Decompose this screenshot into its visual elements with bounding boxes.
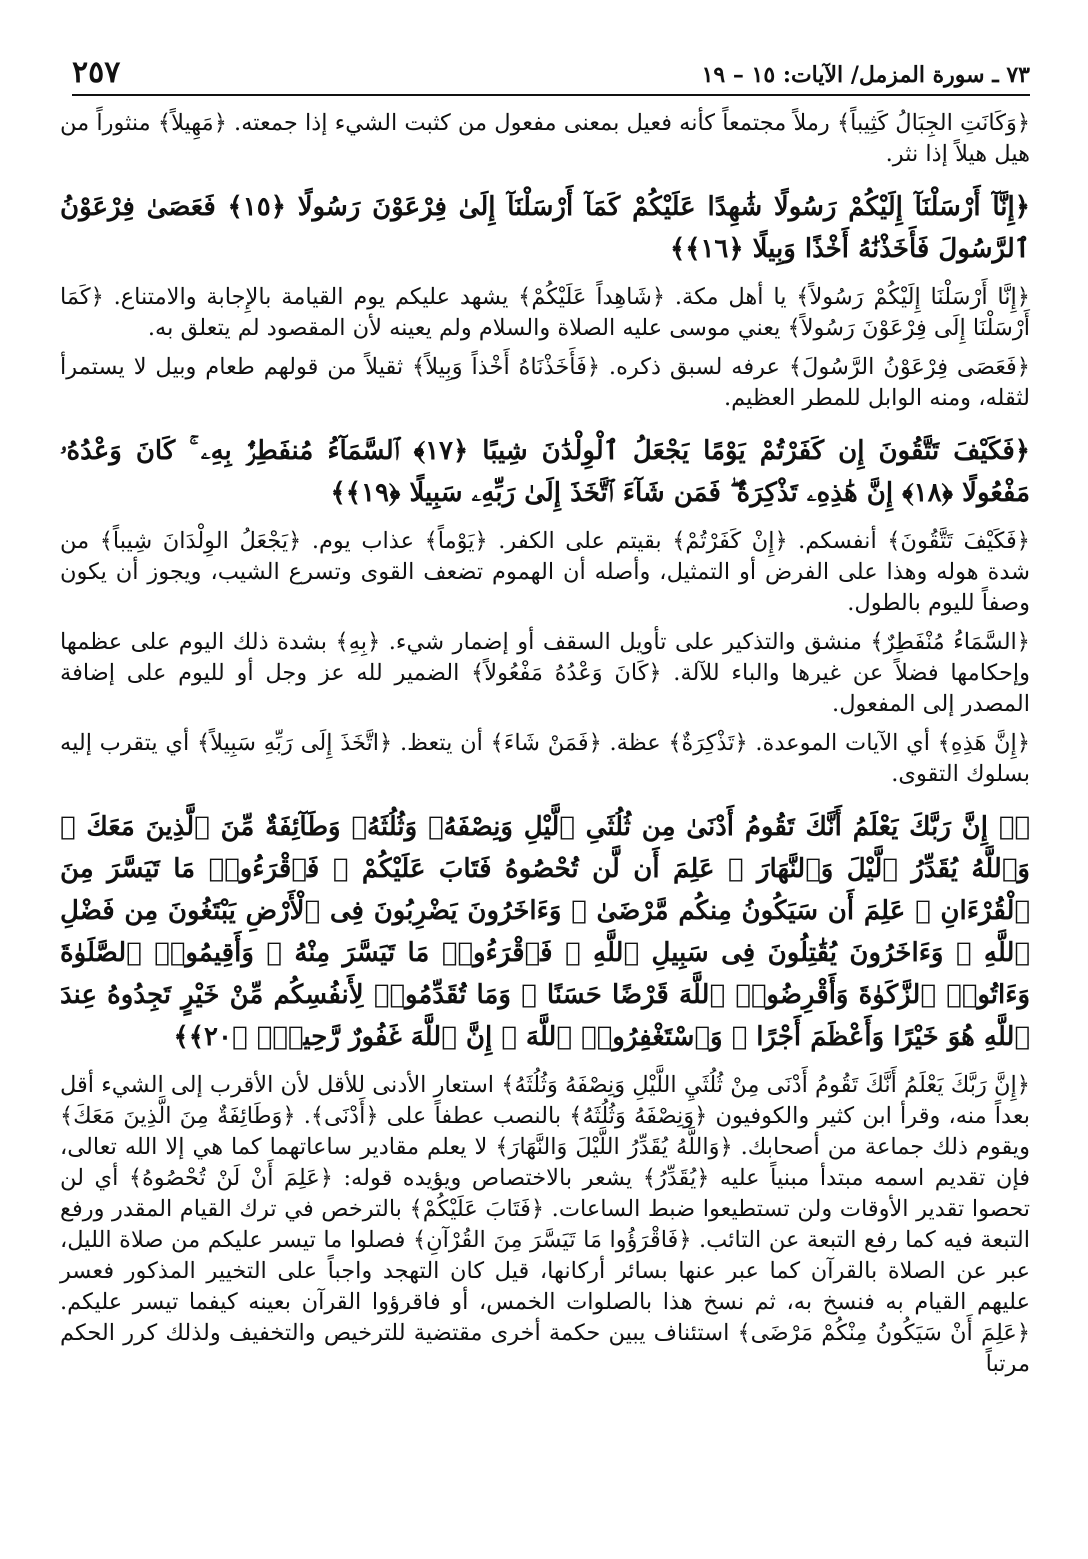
commentary-paragraph: ﴿فَكَيْفَ تَتَّقُونَ﴾ أنفسكم. ﴿إِنْ كَفَرْتُمْ﴾ بقيتم على الكفر. ﴿يَوْماً﴾ عذاب يوم. ﴿يَجْعَلُ الوِلْدَانَ شِيباً﴾ من شدة هوله وهذا على الفرض أو التمثيل، وأصله أن الهموم تضعف القوى وتسرع الشيب، ويجوز أن يكون وصفاً لليوم بالطول. <box>60 528 1030 616</box>
commentary-paragraph: ﴿إِنَّا أَرْسَلْنَا إِلَيْكُمْ رَسُولاً﴾ يا أهل مكة. ﴿شَاهِداً عَلَيْكُمْ﴾ يشهد عليكم يوم القيامة بالإِجابة والامتناع. ﴿كَمَا أَرْسَلْنَا إِلَى فِرْعَوْنَ رَسُولاً﴾ يعني موسى عليه الصلاة والسلام ولم يعينه لأن المقصود لم يتعلق به. <box>60 284 1030 341</box>
commentary-paragraph: ﴿السَّمَاءُ مُنْفَطِرٌ﴾ منشق والتذكير على تأويل السقف أو إضمار شيء. ﴿بِهِ﴾ بشدة ذلك اليوم على عظمها وإحكامها فضلاً عن غيرها والباء للآلة. ﴿كَانَ وَعْدُهُ مَفْعُولاً﴾ الضمير لله عز وجل أو لليوم على إضافة المصدر إلى المفعول. <box>60 629 1030 717</box>
page-header <box>72 46 1030 96</box>
quran-verse-block: ﴿فَكَيْفَ تَتَّقُونَ إِن كَفَرْتُمْ يَوْمًا يَجْعَلُ ٱلْوِلْدَٰنَ شِيبًا ﴿١٧﴾ ٱلسَّمَآءُ مُنفَطِرٌۢ بِهِۦ ۚ كَانَ وَعْدُهُۥ مَفْعُولًا ﴿١٨﴾ إِنَّ هَٰذِهِۦ تَذْكِرَةٌ ۖ فَمَن شَآءَ ٱتَّخَذَ إِلَىٰ رَبِّهِۦ سَبِيلًا ﴿١٩﴾﴾ <box>60 436 1030 508</box>
commentary-paragraph: ﴿فَعَصَى فِرْعَوْنُ الرَّسُولَ﴾ عرفه لسبق ذكره. ﴿فَأَخَذْنَاهُ أَخْذاً وَبِيلاً﴾ ثقيلاً من قولهم طعام وبيل لا يستمرأ لثقله، ومنه الوابل للمطر العظيم. <box>60 354 1030 411</box>
commentary-paragraph: ﴿وَكَانَتِ الجِبَالُ كَثِيباً﴾ رملاً مجتمعاً كأنه فعيل بمعنى مفعول من كثبت الشيء إذا جمعته. ﴿مَهِيلاً﴾ منثوراً من هيل هيلاً إذا نثر. <box>60 110 1030 167</box>
commentary-paragraph: ﴿إِنَّ هَذِهِ﴾ أي الآيات الموعدة. ﴿تَذْكِرَةٌ﴾ عظة. ﴿فَمَنْ شَاءَ﴾ أن يتعظ. ﴿اتَّخَذَ إِلَى رَبِّهِ سَبِيلاً﴾ أي يتقرب إليه بسلوك التقوى. <box>60 730 1030 787</box>
running-title: ٧٣ ـ سورة المزمل/ الآيات: ١٥ – ١٩ <box>701 62 1030 88</box>
quran-verse-block: ﴿۞ إِنَّ رَبَّكَ يَعْلَمُ أَنَّكَ تَقُومُ أَدْنَىٰ مِن ثُلُثَىِ ٱلَّيْلِ وَنِصْفَهُۥ وَثُلُثَهُۥ وَطَآئِفَةٌ مِّنَ ٱلَّذِينَ مَعَكَ ۚ وَٱللَّهُ يُقَدِّرُ ٱلَّيْلَ وَٱلنَّهَارَ ۚ عَلِمَ أَن لَّن تُحْصُوهُ فَتَابَ عَلَيْكُمْ ۖ فَٱقْرَءُوا۟ مَا تَيَسَّرَ مِنَ ٱلْقُرْءَانِ ۚ عَلِمَ أَن سَيَكُونُ مِنكُم مَّرْضَىٰ ۙ وَءَاخَرُونَ يَضْرِبُونَ فِى ٱلْأَرْضِ يَبْتَغُونَ مِن فَضْلِ ٱللَّهِ ۙ وَءَاخَرُونَ يُقَٰتِلُونَ فِى سَبِيلِ ٱللَّهِ ۖ فَٱقْرَءُوا۟ مَا تَيَسَّرَ مِنْهُ ۚ وَأَقِيمُوا۟ ٱلصَّلَوٰةَ وَءَاتُوا۟ ٱلزَّكَوٰةَ وَأَقْرِضُوا۟ ٱللَّهَ قَرْضًا حَسَنًا ۚ وَمَا تُقَدِّمُوا۟ لِأَنفُسِكُم مِّنْ خَيْرٍ تَجِدُوهُ عِندَ ٱللَّهِ هُوَ خَيْرًا وَأَعْظَمَ أَجْرًا ۚ وَٱسْتَغْفِرُوا۟ ٱللَّهَ ۖ إِنَّ ٱللَّهَ غَفُورٌ رَّحِيمٌۢ ﴿٢٠﴾﴾ <box>60 812 1030 1052</box>
page-body <box>60 108 1030 1388</box>
quran-verse-block: ﴿إِنَّآ أَرْسَلْنَآ إِلَيْكُمْ رَسُولًا شَٰهِدًا عَلَيْكُمْ كَمَآ أَرْسَلْنَآ إِلَىٰ فِرْعَوْنَ رَسُولًا ﴿١٥﴾ فَعَصَىٰ فِرْعَوْنُ ٱلرَّسُولَ فَأَخَذْنَٰهُ أَخْذًا وَبِيلًا ﴿١٦﴾﴾ <box>60 192 1030 264</box>
commentary-paragraph: ﴿إِنَّ رَبَّكَ يَعْلَمُ أَنَّكَ تَقُومُ أَدْنَى مِنْ ثُلُثَيِ اللَّيْلِ وَنِصْفَهُ وَثُلُثَهُ﴾ استعار الأدنى للأقل لأن الأقرب إلى الشيء أقل بعداً منه، وقرأ ابن كثير والكوفيون ﴿وَنِصْفَهُ وَثُلُثَهُ﴾ بالنصب عطفاً على ﴿أَدْنَى﴾. ﴿وَطَائِفَةٌ مِنَ الَّذِينَ مَعَكَ﴾ ويقوم ذلك جماعة من أصحابك. ﴿وَاللَّهُ يُقَدِّرُ اللَّيْلَ وَالنَّهَارَ﴾ لا يعلم مقادير ساعاتهما كما هي إلا الله تعالى، فإن تقديم اسمه مبتدأ مبنياً عليه ﴿يُقَدِّرُ﴾ يشعر بالاختصاص ويؤيده قوله: ﴿عَلِمَ أَنْ لَنْ تُحْصُوهُ﴾ أي لن تحصوا تقدير الأوقات ولن تستطيعوا ضبط الساعات. ﴿فَتَابَ عَلَيْكُمْ﴾ بالترخص في ترك القيام المقدر ورفع التبعة فيه كما رفع التبعة عن التائب. ﴿فَاقْرَؤُوا مَا تَيَسَّرَ مِنَ القُرْآنِ﴾ فصلوا ما تيسر عليكم من صلاة الليل، عبر عن الصلاة بالقرآن كما عبر عنها بسائر أركانها، قيل كان التهجد واجباً على التخيير المذكور فعسر عليهم القيام به فنسخ به، ثم نسخ هذا بالصلوات الخمس، أو فاقرؤوا القرآن بعينه كيفما تيسر عليكم. ﴿عَلِمَ أَنْ سَيَكُونُ مِنْكُمْ مَرْضَى﴾ استئناف يبين حكمة أخرى مقتضية للترخيص والتخفيف ولذلك كرر الحكم مرتباً <box>60 1072 1030 1377</box>
page-number: ٢٥٧ <box>72 55 121 90</box>
